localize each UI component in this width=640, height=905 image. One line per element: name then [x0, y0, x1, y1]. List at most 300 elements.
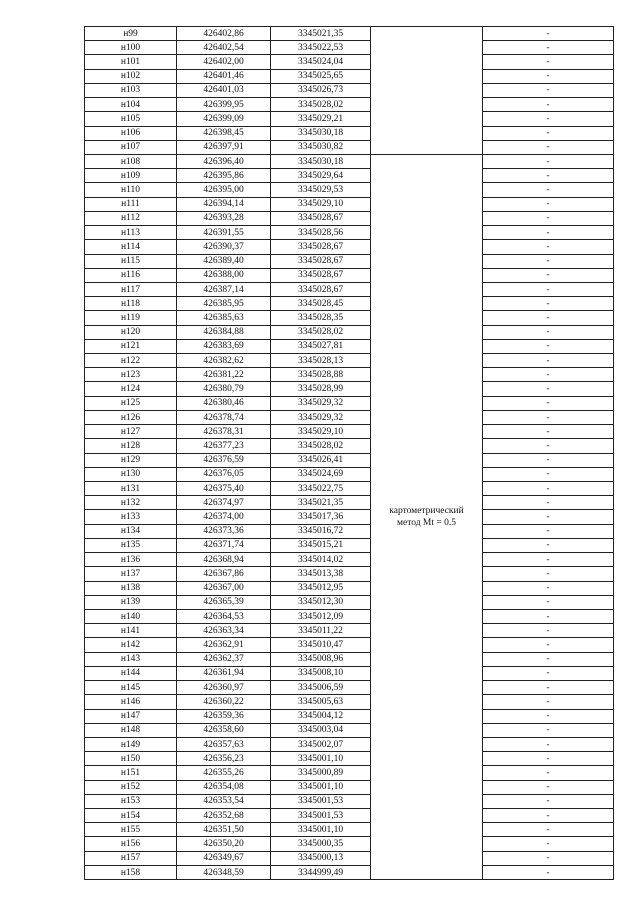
x-coordinate-cell: 426402,86 — [177, 27, 271, 41]
y-coordinate-cell: 3345030,18 — [271, 154, 371, 168]
deviation-cell: - — [483, 183, 614, 197]
deviation-cell: - — [483, 55, 614, 69]
table-row — [85, 396, 614, 410]
coordinates-table-body — [85, 27, 614, 880]
deviation-cell: - — [483, 83, 614, 97]
y-coordinate-cell: 3345000,89 — [271, 766, 371, 780]
deviation-cell: - — [483, 368, 614, 382]
x-coordinate-cell: 426380,79 — [177, 382, 271, 396]
y-coordinate-cell: 3345029,21 — [271, 112, 371, 126]
y-coordinate-cell: 3345010,47 — [271, 638, 371, 652]
table-row — [85, 609, 614, 623]
deviation-cell: - — [483, 780, 614, 794]
table-row — [85, 638, 614, 652]
deviation-cell: - — [483, 382, 614, 396]
y-coordinate-cell: 3345005,63 — [271, 695, 371, 709]
x-coordinate-cell: 426378,74 — [177, 410, 271, 424]
deviation-cell: - — [483, 695, 614, 709]
point-name-cell: н120 — [85, 325, 177, 339]
method-cell-upper — [371, 27, 483, 155]
table-row — [85, 723, 614, 737]
point-name-cell: н103 — [85, 83, 177, 97]
x-coordinate-cell: 426395,00 — [177, 183, 271, 197]
x-coordinate-cell: 426396,40 — [177, 154, 271, 168]
deviation-cell: - — [483, 325, 614, 339]
point-name-cell: н124 — [85, 382, 177, 396]
y-coordinate-cell: 3345022,53 — [271, 41, 371, 55]
deviation-cell: - — [483, 467, 614, 481]
point-name-cell: н105 — [85, 112, 177, 126]
x-coordinate-cell: 426358,60 — [177, 723, 271, 737]
y-coordinate-cell: 3345030,18 — [271, 126, 371, 140]
point-name-cell: н113 — [85, 226, 177, 240]
deviation-cell: - — [483, 226, 614, 240]
x-coordinate-cell: 426391,55 — [177, 226, 271, 240]
table-row — [85, 154, 614, 168]
table-row — [85, 837, 614, 851]
x-coordinate-cell: 426380,46 — [177, 396, 271, 410]
x-coordinate-cell: 426378,31 — [177, 425, 271, 439]
table-row — [85, 311, 614, 325]
deviation-cell: - — [483, 581, 614, 595]
table-row — [85, 652, 614, 666]
table-row — [85, 681, 614, 695]
y-coordinate-cell: 3345029,53 — [271, 183, 371, 197]
point-name-cell: н154 — [85, 809, 177, 823]
point-name-cell: н119 — [85, 311, 177, 325]
point-name-cell: н130 — [85, 467, 177, 481]
x-coordinate-cell: 426381,22 — [177, 368, 271, 382]
point-name-cell: н108 — [85, 154, 177, 168]
point-name-cell: н138 — [85, 581, 177, 595]
x-coordinate-cell: 426390,37 — [177, 240, 271, 254]
x-coordinate-cell: 426398,45 — [177, 126, 271, 140]
y-coordinate-cell: 3345029,10 — [271, 425, 371, 439]
table-row — [85, 98, 614, 112]
table-row — [85, 780, 614, 794]
x-coordinate-cell: 426364,53 — [177, 609, 271, 623]
x-coordinate-cell: 426385,95 — [177, 297, 271, 311]
table-row — [85, 268, 614, 282]
table-row — [85, 126, 614, 140]
point-name-cell: н99 — [85, 27, 177, 41]
x-coordinate-cell: 426374,00 — [177, 510, 271, 524]
x-coordinate-cell: 426359,36 — [177, 709, 271, 723]
point-name-cell: н107 — [85, 140, 177, 154]
table-row — [85, 851, 614, 865]
point-name-cell: н125 — [85, 396, 177, 410]
table-row — [85, 211, 614, 225]
table-row — [85, 595, 614, 609]
x-coordinate-cell: 426402,00 — [177, 55, 271, 69]
deviation-cell: - — [483, 439, 614, 453]
x-coordinate-cell: 426395,86 — [177, 169, 271, 183]
y-coordinate-cell: 3345022,75 — [271, 482, 371, 496]
x-coordinate-cell: 426356,23 — [177, 752, 271, 766]
point-name-cell: н144 — [85, 666, 177, 680]
x-coordinate-cell: 426384,88 — [177, 325, 271, 339]
point-name-cell: н157 — [85, 851, 177, 865]
x-coordinate-cell: 426349,67 — [177, 851, 271, 865]
point-name-cell: н158 — [85, 865, 177, 879]
point-name-cell: н147 — [85, 709, 177, 723]
point-name-cell: н148 — [85, 723, 177, 737]
x-coordinate-cell: 426376,05 — [177, 467, 271, 481]
deviation-cell: - — [483, 41, 614, 55]
x-coordinate-cell: 426375,40 — [177, 482, 271, 496]
table-row — [85, 482, 614, 496]
deviation-cell: - — [483, 638, 614, 652]
deviation-cell: - — [483, 254, 614, 268]
deviation-cell: - — [483, 681, 614, 695]
deviation-cell: - — [483, 752, 614, 766]
coordinates-table — [84, 26, 614, 880]
point-name-cell: н106 — [85, 126, 177, 140]
x-coordinate-cell: 426383,69 — [177, 339, 271, 353]
point-name-cell: н140 — [85, 609, 177, 623]
table-row — [85, 496, 614, 510]
deviation-cell: - — [483, 69, 614, 83]
table-row — [85, 169, 614, 183]
deviation-cell: - — [483, 297, 614, 311]
deviation-cell: - — [483, 27, 614, 41]
table-row — [85, 439, 614, 453]
table-row — [85, 41, 614, 55]
table-row — [85, 624, 614, 638]
deviation-cell: - — [483, 524, 614, 538]
table-row — [85, 140, 614, 154]
deviation-cell: - — [483, 666, 614, 680]
point-name-cell: н111 — [85, 197, 177, 211]
point-name-cell: н114 — [85, 240, 177, 254]
y-coordinate-cell: 3345014,02 — [271, 553, 371, 567]
table-row — [85, 197, 614, 211]
table-row — [85, 809, 614, 823]
x-coordinate-cell: 426361,94 — [177, 666, 271, 680]
table-row — [85, 112, 614, 126]
deviation-cell: - — [483, 410, 614, 424]
y-coordinate-cell: 3345024,69 — [271, 467, 371, 481]
x-coordinate-cell: 426387,14 — [177, 282, 271, 296]
x-coordinate-cell: 426348,59 — [177, 865, 271, 879]
x-coordinate-cell: 426382,62 — [177, 354, 271, 368]
y-coordinate-cell: 3345000,35 — [271, 837, 371, 851]
y-coordinate-cell: 3345029,10 — [271, 197, 371, 211]
deviation-cell: - — [483, 425, 614, 439]
y-coordinate-cell: 3345027,81 — [271, 339, 371, 353]
deviation-cell: - — [483, 154, 614, 168]
x-coordinate-cell: 426351,50 — [177, 823, 271, 837]
deviation-cell: - — [483, 197, 614, 211]
y-coordinate-cell: 3345012,09 — [271, 609, 371, 623]
y-coordinate-cell: 3345001,10 — [271, 780, 371, 794]
deviation-cell: - — [483, 609, 614, 623]
y-coordinate-cell: 3344999,49 — [271, 865, 371, 879]
deviation-cell: - — [483, 140, 614, 154]
point-name-cell: н145 — [85, 681, 177, 695]
table-row — [85, 567, 614, 581]
x-coordinate-cell: 426362,37 — [177, 652, 271, 666]
table-row — [85, 55, 614, 69]
point-name-cell: н123 — [85, 368, 177, 382]
table-row — [85, 282, 614, 296]
y-coordinate-cell: 3345013,38 — [271, 567, 371, 581]
x-coordinate-cell: 426365,39 — [177, 595, 271, 609]
x-coordinate-cell: 426360,97 — [177, 681, 271, 695]
y-coordinate-cell: 3345017,36 — [271, 510, 371, 524]
y-coordinate-cell: 3345012,30 — [271, 595, 371, 609]
point-name-cell: н127 — [85, 425, 177, 439]
point-name-cell: н153 — [85, 794, 177, 808]
x-coordinate-cell: 426355,26 — [177, 766, 271, 780]
deviation-cell: - — [483, 268, 614, 282]
y-coordinate-cell: 3345008,96 — [271, 652, 371, 666]
point-name-cell: н142 — [85, 638, 177, 652]
y-coordinate-cell: 3345008,10 — [271, 666, 371, 680]
point-name-cell: н131 — [85, 482, 177, 496]
table-row — [85, 524, 614, 538]
deviation-cell: - — [483, 652, 614, 666]
deviation-cell: - — [483, 240, 614, 254]
y-coordinate-cell: 3345025,65 — [271, 69, 371, 83]
y-coordinate-cell: 3345028,99 — [271, 382, 371, 396]
x-coordinate-cell: 426377,23 — [177, 439, 271, 453]
x-coordinate-cell: 426402,54 — [177, 41, 271, 55]
deviation-cell: - — [483, 126, 614, 140]
point-name-cell: н151 — [85, 766, 177, 780]
table-row — [85, 183, 614, 197]
x-coordinate-cell: 426360,22 — [177, 695, 271, 709]
y-coordinate-cell: 3345021,35 — [271, 27, 371, 41]
method-line-1: картометрический — [389, 506, 464, 517]
point-name-cell: н100 — [85, 41, 177, 55]
deviation-cell: - — [483, 311, 614, 325]
deviation-cell: - — [483, 553, 614, 567]
table-row — [85, 794, 614, 808]
table-row — [85, 453, 614, 467]
table-row — [85, 382, 614, 396]
y-coordinate-cell: 3345028,02 — [271, 325, 371, 339]
y-coordinate-cell: 3345028,56 — [271, 226, 371, 240]
point-name-cell: н132 — [85, 496, 177, 510]
table-row — [85, 254, 614, 268]
point-name-cell: н143 — [85, 652, 177, 666]
y-coordinate-cell: 3345026,73 — [271, 83, 371, 97]
table-row — [85, 325, 614, 339]
deviation-cell: - — [483, 865, 614, 879]
x-coordinate-cell: 426350,20 — [177, 837, 271, 851]
deviation-cell: - — [483, 482, 614, 496]
deviation-cell: - — [483, 567, 614, 581]
table-row — [85, 823, 614, 837]
point-name-cell: н116 — [85, 268, 177, 282]
deviation-cell: - — [483, 624, 614, 638]
table-row — [85, 695, 614, 709]
x-coordinate-cell: 426376,59 — [177, 453, 271, 467]
y-coordinate-cell: 3345028,67 — [271, 240, 371, 254]
point-name-cell: н146 — [85, 695, 177, 709]
deviation-cell: - — [483, 396, 614, 410]
y-coordinate-cell: 3345001,53 — [271, 809, 371, 823]
table-row — [85, 737, 614, 751]
y-coordinate-cell: 3345026,41 — [271, 453, 371, 467]
table-row — [85, 553, 614, 567]
table-row — [85, 297, 614, 311]
point-name-cell: н152 — [85, 780, 177, 794]
point-name-cell: н139 — [85, 595, 177, 609]
x-coordinate-cell: 426357,63 — [177, 737, 271, 751]
deviation-cell: - — [483, 339, 614, 353]
table-row — [85, 226, 614, 240]
table-row — [85, 368, 614, 382]
y-coordinate-cell: 3345001,53 — [271, 794, 371, 808]
x-coordinate-cell: 426388,00 — [177, 268, 271, 282]
x-coordinate-cell: 426353,54 — [177, 794, 271, 808]
x-coordinate-cell: 426363,34 — [177, 624, 271, 638]
y-coordinate-cell: 3345028,35 — [271, 311, 371, 325]
y-coordinate-cell: 3345011,22 — [271, 624, 371, 638]
deviation-cell: - — [483, 169, 614, 183]
y-coordinate-cell: 3345028,67 — [271, 282, 371, 296]
y-coordinate-cell: 3345012,95 — [271, 581, 371, 595]
deviation-cell: - — [483, 510, 614, 524]
table-row — [85, 339, 614, 353]
table-row — [85, 410, 614, 424]
deviation-cell: - — [483, 496, 614, 510]
x-coordinate-cell: 426371,74 — [177, 538, 271, 552]
point-name-cell: н101 — [85, 55, 177, 69]
point-name-cell: н121 — [85, 339, 177, 353]
deviation-cell: - — [483, 282, 614, 296]
y-coordinate-cell: 3345029,64 — [271, 169, 371, 183]
table-row — [85, 425, 614, 439]
y-coordinate-cell: 3345028,67 — [271, 211, 371, 225]
point-name-cell: н141 — [85, 624, 177, 638]
point-name-cell: н102 — [85, 69, 177, 83]
y-coordinate-cell: 3345030,82 — [271, 140, 371, 154]
deviation-cell: - — [483, 453, 614, 467]
table-row — [85, 510, 614, 524]
x-coordinate-cell: 426397,91 — [177, 140, 271, 154]
y-coordinate-cell: 3345001,10 — [271, 752, 371, 766]
y-coordinate-cell: 3345004,12 — [271, 709, 371, 723]
table-row — [85, 766, 614, 780]
point-name-cell: н134 — [85, 524, 177, 538]
point-name-cell: н109 — [85, 169, 177, 183]
y-coordinate-cell: 3345003,04 — [271, 723, 371, 737]
point-name-cell: н136 — [85, 553, 177, 567]
point-name-cell: н149 — [85, 737, 177, 751]
deviation-cell: - — [483, 112, 614, 126]
table-row — [85, 69, 614, 83]
deviation-cell: - — [483, 851, 614, 865]
deviation-cell: - — [483, 766, 614, 780]
y-coordinate-cell: 3345024,04 — [271, 55, 371, 69]
method-cell-lower — [371, 154, 483, 879]
table-row — [85, 709, 614, 723]
point-name-cell: н104 — [85, 98, 177, 112]
x-coordinate-cell: 426352,68 — [177, 809, 271, 823]
y-coordinate-cell: 3345028,02 — [271, 98, 371, 112]
deviation-cell: - — [483, 737, 614, 751]
y-coordinate-cell: 3345006,59 — [271, 681, 371, 695]
point-name-cell: н135 — [85, 538, 177, 552]
point-name-cell: н150 — [85, 752, 177, 766]
y-coordinate-cell: 3345028,02 — [271, 439, 371, 453]
point-name-cell: н110 — [85, 183, 177, 197]
y-coordinate-cell: 3345021,35 — [271, 496, 371, 510]
y-coordinate-cell: 3345015,21 — [271, 538, 371, 552]
x-coordinate-cell: 426368,94 — [177, 553, 271, 567]
y-coordinate-cell: 3345001,10 — [271, 823, 371, 837]
y-coordinate-cell: 3345028,67 — [271, 254, 371, 268]
deviation-cell: - — [483, 354, 614, 368]
deviation-cell: - — [483, 809, 614, 823]
table-row — [85, 240, 614, 254]
table-row — [85, 752, 614, 766]
table-row — [85, 467, 614, 481]
point-name-cell: н122 — [85, 354, 177, 368]
x-coordinate-cell: 426399,09 — [177, 112, 271, 126]
table-row — [85, 354, 614, 368]
point-name-cell: н129 — [85, 453, 177, 467]
x-coordinate-cell: 426362,91 — [177, 638, 271, 652]
deviation-cell: - — [483, 709, 614, 723]
y-coordinate-cell: 3345002,07 — [271, 737, 371, 751]
y-coordinate-cell: 3345028,13 — [271, 354, 371, 368]
x-coordinate-cell: 426393,28 — [177, 211, 271, 225]
deviation-cell: - — [483, 794, 614, 808]
y-coordinate-cell: 3345028,67 — [271, 268, 371, 282]
point-name-cell: н112 — [85, 211, 177, 225]
deviation-cell: - — [483, 823, 614, 837]
point-name-cell: н133 — [85, 510, 177, 524]
x-coordinate-cell: 426394,14 — [177, 197, 271, 211]
table-row — [85, 538, 614, 552]
y-coordinate-cell: 3345029,32 — [271, 410, 371, 424]
x-coordinate-cell: 426401,03 — [177, 83, 271, 97]
y-coordinate-cell: 3345016,72 — [271, 524, 371, 538]
table-row — [85, 666, 614, 680]
deviation-cell: - — [483, 595, 614, 609]
x-coordinate-cell: 426367,86 — [177, 567, 271, 581]
method-line-2: метод Mt = 0.5 — [396, 518, 456, 529]
x-coordinate-cell: 426401,46 — [177, 69, 271, 83]
table-row — [85, 27, 614, 41]
y-coordinate-cell: 3345000,13 — [271, 851, 371, 865]
point-name-cell: н137 — [85, 567, 177, 581]
x-coordinate-cell: 426373,36 — [177, 524, 271, 538]
point-name-cell: н117 — [85, 282, 177, 296]
point-name-cell: н155 — [85, 823, 177, 837]
x-coordinate-cell: 426389,40 — [177, 254, 271, 268]
x-coordinate-cell: 426399,95 — [177, 98, 271, 112]
y-coordinate-cell: 3345029,32 — [271, 396, 371, 410]
point-name-cell: н156 — [85, 837, 177, 851]
deviation-cell: - — [483, 723, 614, 737]
point-name-cell: н126 — [85, 410, 177, 424]
deviation-cell: - — [483, 211, 614, 225]
deviation-cell: - — [483, 98, 614, 112]
deviation-cell: - — [483, 837, 614, 851]
x-coordinate-cell: 426385,63 — [177, 311, 271, 325]
table-row — [85, 581, 614, 595]
point-name-cell: н128 — [85, 439, 177, 453]
deviation-cell: - — [483, 538, 614, 552]
table-row — [85, 865, 614, 879]
x-coordinate-cell: 426374,97 — [177, 496, 271, 510]
x-coordinate-cell: 426354,08 — [177, 780, 271, 794]
